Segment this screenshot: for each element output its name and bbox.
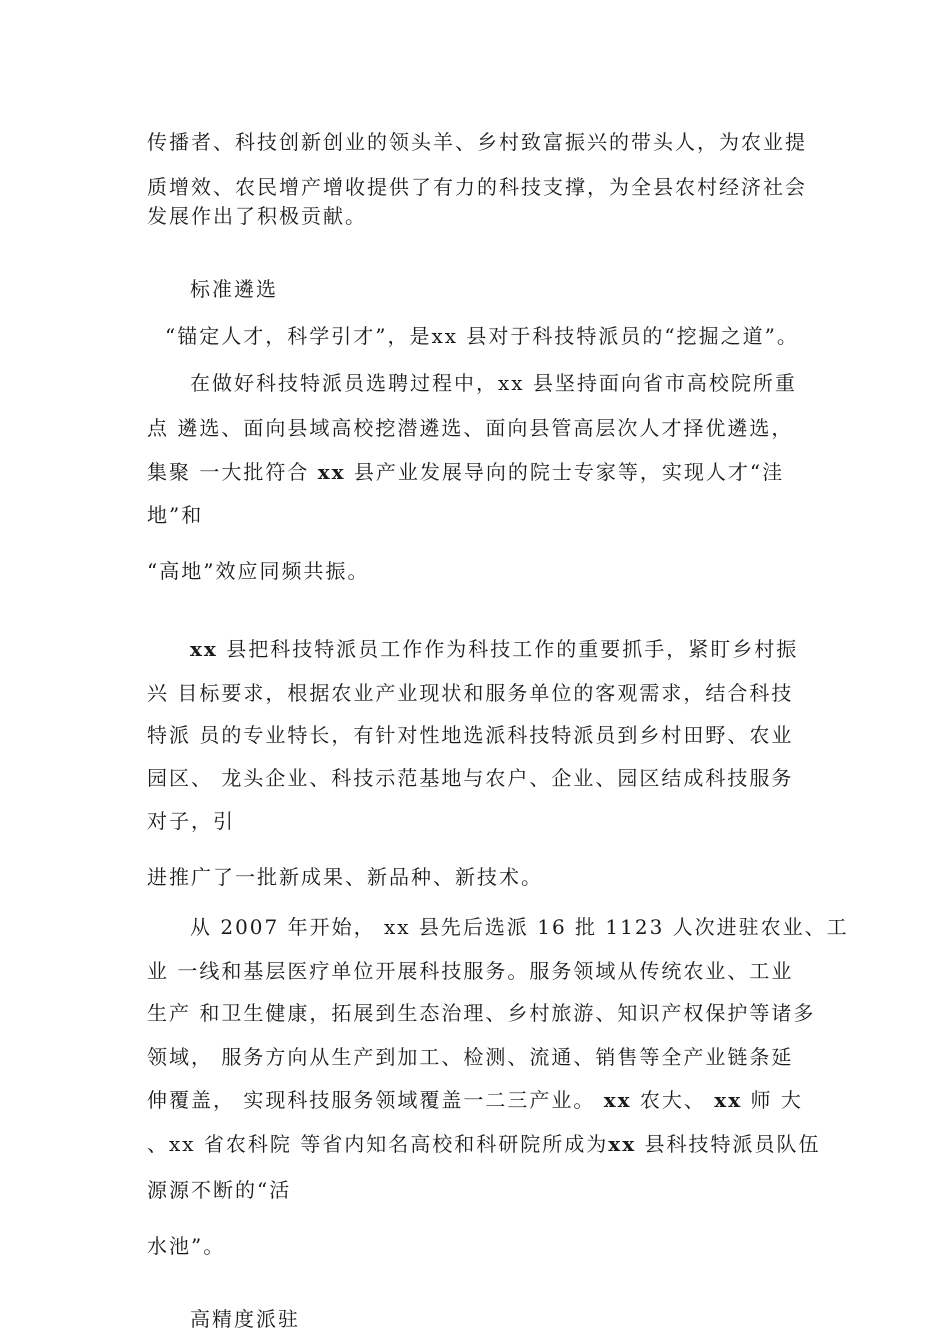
paragraph-4-line-1-part-a: xx xyxy=(190,637,218,661)
paragraph-5-line-5 xyxy=(147,1087,803,1113)
paragraph-4-line-1 xyxy=(190,636,798,662)
section-heading-high-precision-dispatch: 高精度派驻 xyxy=(190,1307,300,1331)
paragraph-3-line-3 xyxy=(147,459,784,485)
paragraph-3-line-3-part-a: 集聚 一大批符合 xyxy=(147,460,318,484)
paragraph-5-line-2: 业 一线和基层医疗单位开展科技服务。服务领域从传统农业、工业 xyxy=(147,959,794,983)
paragraph-3-line-4: 地”和 xyxy=(147,503,204,527)
paragraph-5-line-1: 从 2007 年开始， xx 县先后选派 16 批 1123 人次进驻农业、工 xyxy=(190,915,849,939)
paragraph-1-line-3: 发展作出了积极贡献。 xyxy=(147,204,367,228)
paragraph-4-line-4: 园区、 龙头企业、科技示范基地与农户、企业、园区结成科技服务 xyxy=(147,766,794,790)
paragraph-4-line-3: 特派 员的专业特长，有针对性地选派科技特派员到乡村田野、农业 xyxy=(147,723,794,747)
paragraph-5-line-3: 生产 和卫生健康，拓展到生态治理、乡村旅游、知识产权保护等诸多 xyxy=(147,1001,816,1025)
paragraph-1-line-2: 质增效、农民增产增收提供了有力的科技支撑，为全县农村经济社会 xyxy=(147,175,807,199)
paragraph-1-line-1: 传播者、科技创新创业的领头羊、乡村致富振兴的带头人，为农业提 xyxy=(147,130,807,154)
paragraph-5-line-5-part-e: 师 大 xyxy=(742,1088,803,1112)
paragraph-5-line-6-part-d: xx xyxy=(608,1132,637,1156)
paragraph-3-line-3-part-c: 县产业发展导向的院士专家等，实现人才“洼 xyxy=(345,460,785,484)
paragraph-3-line-1: 在做好科技特派员选聘过程中，xx 县坚持面向省市高校院所重 xyxy=(190,371,797,395)
paragraph-4-line-1-part-b: 县把科技特派员工作作为科技工作的重要抓手，紧盯乡村振 xyxy=(217,637,799,661)
paragraph-5-line-6-part-c: 省农科院 等省内知名高校和科研院所成为 xyxy=(195,1132,609,1156)
paragraph-5-line-6-part-b: xx xyxy=(169,1132,196,1156)
paragraph-3-line-5: “高地”效应同频共振。 xyxy=(147,559,370,583)
paragraph-4-line-6: 进推广了一批新成果、新品种、新技术。 xyxy=(147,865,543,889)
paragraph-5-line-7: 源源不断的“活 xyxy=(147,1178,292,1202)
paragraph-4-line-2: 兴 目标要求，根据农业产业现状和服务单位的客观需求，结合科技 xyxy=(147,681,794,705)
paragraph-5-line-5-part-c: 农大、 xyxy=(631,1088,715,1112)
paragraph-5-line-8: 水池”。 xyxy=(147,1234,226,1258)
section-heading-standard-selection: 标准遴选 xyxy=(190,277,278,301)
paragraph-4-line-5: 对子，引 xyxy=(147,809,235,833)
paragraph-5-line-6-part-a: 、 xyxy=(147,1132,169,1156)
paragraph-5-line-5-part-a: 伸覆盖， 实现科技服务领域覆盖一二三产业。 xyxy=(147,1088,604,1112)
paragraph-2-line-1: “锚定人才，科学引才”，是xx 县对于科技特派员的“挖掘之道”。 xyxy=(165,324,799,348)
paragraph-5-line-6 xyxy=(147,1131,821,1157)
paragraph-5-line-5-part-d: xx xyxy=(714,1088,743,1112)
paragraph-5-line-6-part-e: 县科技特派员队伍 xyxy=(636,1132,821,1156)
paragraph-3-line-3-part-b: xx xyxy=(317,460,346,484)
paragraph-3-line-2: 点 遴选、面向县域高校挖潜遴选、面向县管高层次人才择优遴选， xyxy=(147,416,794,440)
paragraph-5-line-4: 领域， 服务方向从生产到加工、检测、流通、销售等全产业链条延 xyxy=(147,1045,794,1069)
paragraph-5-line-5-part-b: xx xyxy=(603,1088,632,1112)
